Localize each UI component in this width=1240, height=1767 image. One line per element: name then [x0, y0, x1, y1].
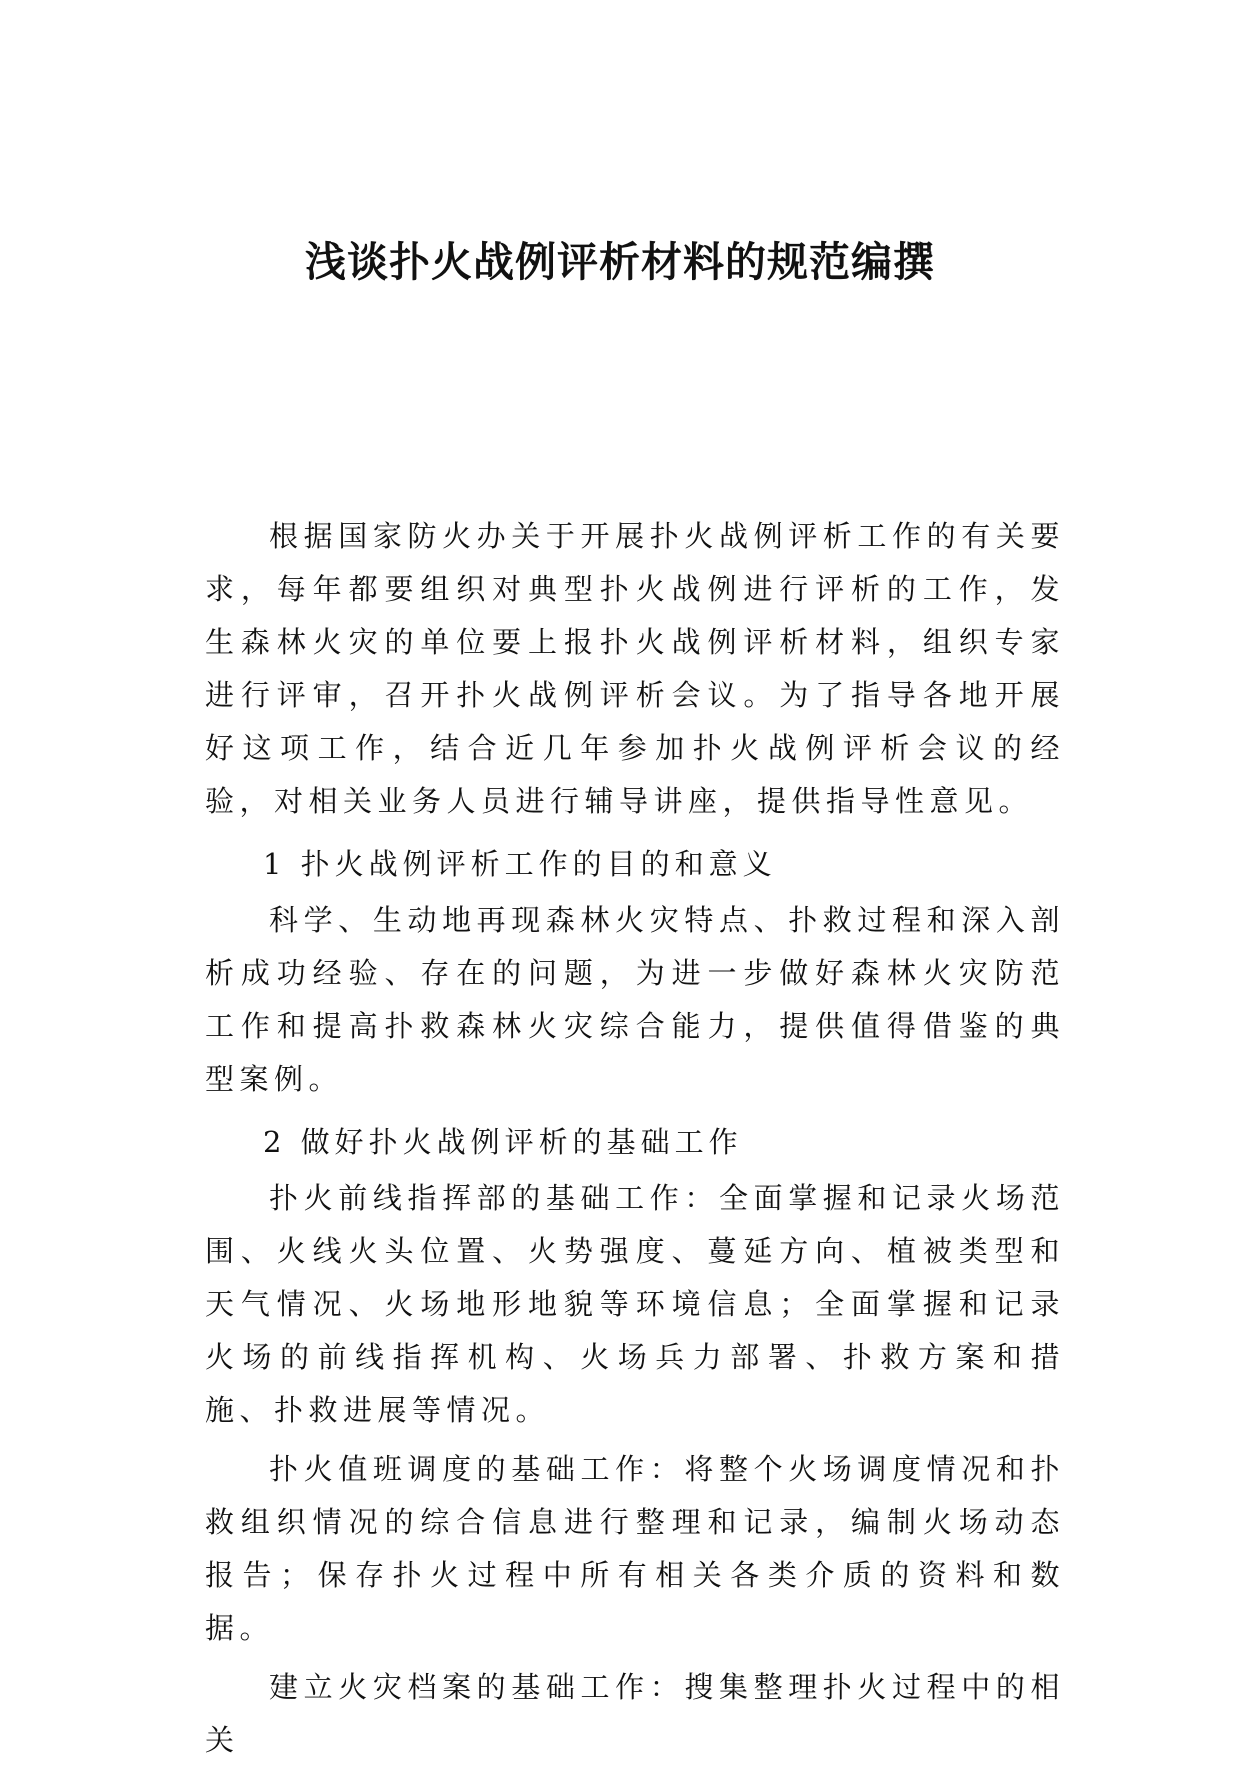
document-body: [205, 510, 1065, 1767]
document-title: 浅谈扑火战例评析材料的规范编撰: [305, 238, 935, 286]
paragraph-purpose: 科学、生动地再现森林火灾特点、扑救过程和深入剖析成功经验、存在的问题，为进一步做好森林火灾防范工作和提高扑救森林火灾综合能力，提供值得借鉴的典型案例。: [205, 903, 1065, 1096]
paragraph-intro: 根据国家防火办关于开展扑火战例评析工作的有关要求，每年都要组织对典型扑火战例进行评析的工作，发生森林火灾的单位要上报扑火战例评析材料，组织专家进行评审，召开扑火战例评析会议。为了指导各地开展好这项工作，结合近几年参加扑火战例评析会议的经验，对相关业务人员进行辅导讲座，提供指导性意见。: [205, 519, 1065, 818]
section-heading-2: 2 做好扑火战例评析的基础工作: [263, 1125, 743, 1159]
paragraph-duty-dispatch: 扑火值班调度的基础工作：将整个火场调度情况和扑救组织情况的综合信息进行整理和记录，编制火场动态报告；保存扑火过程中所有相关各类介质的资料和数据。: [205, 1452, 1065, 1645]
paragraph-frontline-command: 扑火前线指挥部的基础工作：全面掌握和记录火场范围、火线火头位置、火势强度、蔓延方向、植被类型和天气情况、火场地形地貌等环境信息；全面掌握和记录火场的前线指挥机构、火场兵力部署、扑救方案和措施、扑救进展等情况。: [205, 1181, 1065, 1427]
paragraph-fire-archive: 建立火灾档案的基础工作：搜集整理扑火过程中的相关: [205, 1670, 1065, 1757]
section-heading-1: 1 扑火战例评析工作的目的和意义: [263, 847, 777, 881]
